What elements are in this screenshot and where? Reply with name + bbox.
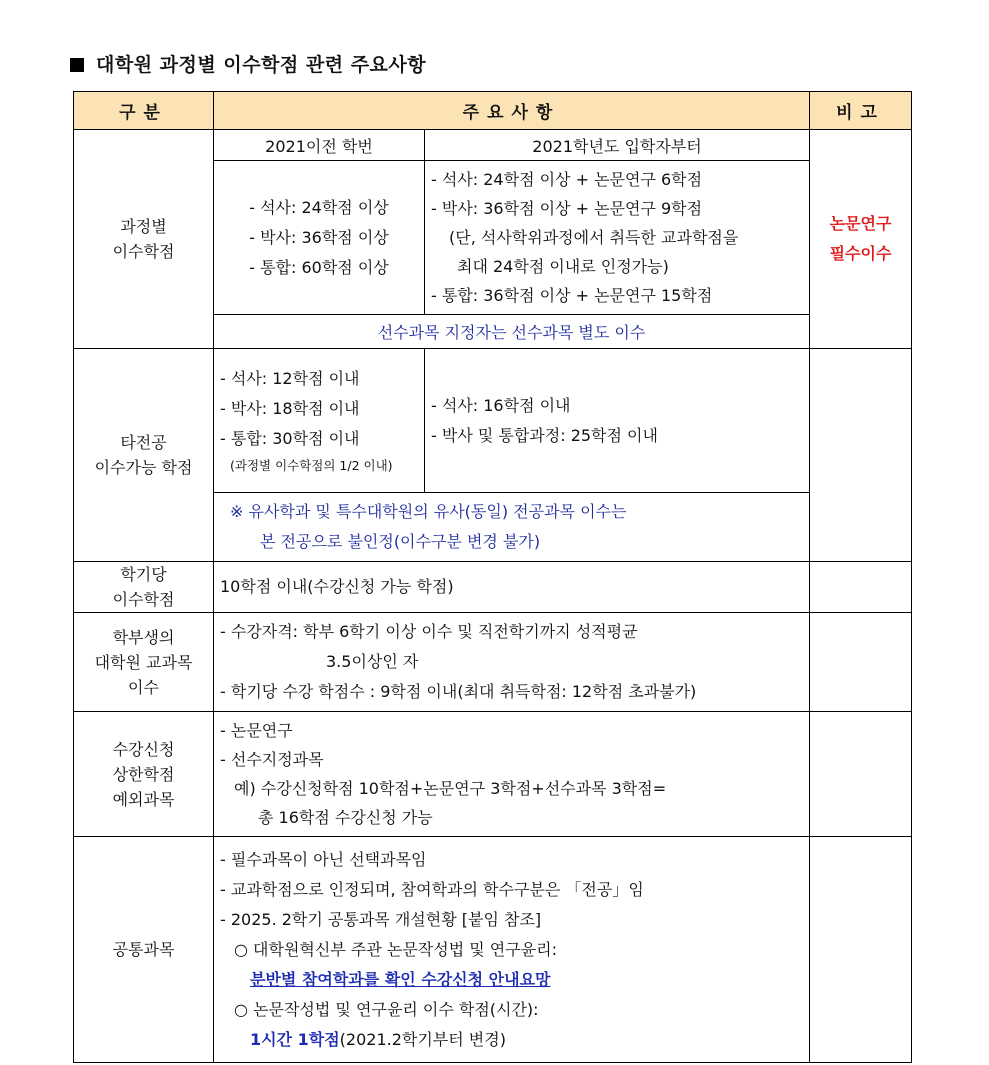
- row5-content: - 논문연구 - 선수지정과목 예) 수강신청학점 10학점+논문연구 3학점+선수과목 3학점= 총 16학점 수강신청 가능: [214, 712, 810, 837]
- row3: [74, 562, 912, 613]
- row6-category: 공통과목: [74, 837, 214, 1063]
- row4-remark: [810, 613, 912, 712]
- row1-subheader: [74, 130, 912, 161]
- row2-content: [74, 349, 912, 493]
- square-bullet-icon: [70, 58, 84, 72]
- header-category: 구분: [74, 92, 214, 130]
- page-title: [70, 50, 426, 77]
- row6: [74, 837, 912, 1063]
- row2-category: 타전공 이수가능 학점: [74, 349, 214, 562]
- row6-content: - 필수과목이 아닌 선택과목임 - 교과학점으로 인정되며, 참여학과의 학수구분은 「전공」임 - 2025. 2학기 공통과목 개설현황 [붙임 참조] ○ 대학원혁신부 주관 논문작성법 및 연구윤리: 분반별 참여학과를 확인 수강신청 안내요망 ○ 논문작성법 및 연구윤리 이수 학점(시간): 1시간 1학점(2021.2학기부터 변경): [214, 837, 810, 1063]
- row4-content: - 수강자격: 학부 6학기 이상 이수 및 직전학기까지 성적평균 3.5이상인 자 - 학기당 수강 학점수 : 9학점 이내(최대 취득학점: 12학점 초과불가): [214, 613, 810, 712]
- row5-remark: [810, 712, 912, 837]
- row5: [74, 712, 912, 837]
- header-main: 주요사항: [214, 92, 810, 130]
- header-remark: 비고: [810, 92, 912, 130]
- credit-line: 1시간 1학점(2021.2학기부터 변경): [250, 1029, 506, 1049]
- row6-remark: [810, 837, 912, 1063]
- row1-note: 선수과목 지정자는 선수과목 별도 이수: [214, 315, 810, 349]
- page-title-text: 대학원 과정별 이수학점 관련 주요사항: [96, 54, 427, 76]
- notice-link[interactable]: 분반별 참여학과를 확인 수강신청 안내요망: [250, 969, 551, 989]
- row4-category: 학부생의 대학원 교과목 이수: [74, 613, 214, 712]
- row1-after: - 석사: 24학점 이상 + 논문연구 6학점 - 박사: 36학점 이상 + 논문연구 9학점 (단, 석사학위과정에서 취득한 교과학점을 최대 24학점 이내로 인정가능) - 통합: 36학점 이상 + 논문연구 15학점: [425, 161, 810, 315]
- row2-note: ※ 유사학과 및 특수대학원의 유사(동일) 전공과목 이수는 본 전공으로 불인정(이수구분 변경 불가): [214, 493, 810, 562]
- row2-after: - 석사: 16학점 이내 - 박사 및 통합과정: 25학점 이내: [425, 349, 810, 493]
- row2-before: - 석사: 12학점 이내 - 박사: 18학점 이내 - 통합: 30학점 이내 (과정별 이수학점의 1/2 이내): [214, 349, 425, 493]
- row1-before: - 석사: 24학점 이상 - 박사: 36학점 이상 - 통합: 60학점 이상: [214, 161, 425, 315]
- sub-before: 2021이전 학번: [214, 130, 425, 161]
- header-row: [74, 92, 912, 130]
- row2-remark: [810, 349, 912, 562]
- row3-content: 10학점 이내(수강신청 가능 학점): [214, 562, 810, 613]
- row4: [74, 613, 912, 712]
- row5-category: 수강신청 상한학점 예외과목: [74, 712, 214, 837]
- row1-category: 과정별 이수학점: [74, 130, 214, 349]
- row3-remark: [810, 562, 912, 613]
- row1-remark: 논문연구 필수이수: [810, 130, 912, 349]
- row3-category: 학기당 이수학점: [74, 562, 214, 613]
- credit-table: [73, 91, 912, 1063]
- sub-after: 2021학년도 입학자부터: [425, 130, 810, 161]
